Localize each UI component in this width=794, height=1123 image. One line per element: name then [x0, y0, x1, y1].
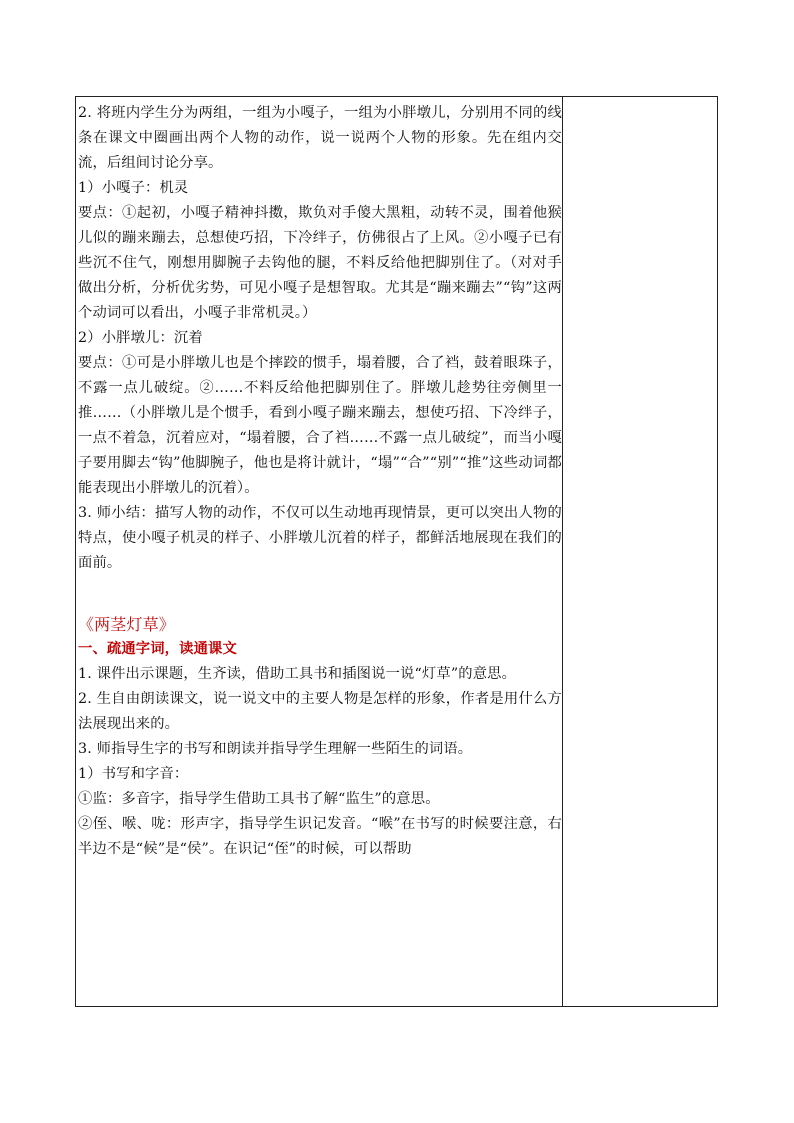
paragraph: 要点：①起初，小嘎子精神抖擞，欺负对手傻大黑粗，动转不灵，围着他猴儿似的蹦来蹦去，总想使巧招，下冷绊子，仿佛很占了上风。②小嘎子已有些沉不住气，刚想用脚腕子去钩他的腿，不料反给他把脚别住了。（对对手做出分析，分析优劣势，可见小嘎子是想智取。尤其是“蹦来蹦去”“钩”这两个动词可以看出，小嘎子非常机灵。）	[78, 205, 562, 321]
lesson-table	[75, 96, 718, 1007]
paragraph: 3. 师指导生字的书写和朗读并指导学生理解一些陌生的词语。	[78, 741, 473, 757]
paragraph: 要点：①可是小胖墩儿也是个摔跤的惯手，塌着腰，合了裆，鼓着眼珠子，不露一点儿破绽。②……不料反给他把脚别住了。胖墩儿趁势往旁侧里一推……（小胖墩儿是个惯手，看到小嘎子蹦来蹦去，想使巧招、下冷绊子，一点不着急，沉着应对，“塌着腰，合了裆……不露一点儿破绽”，而当小嘎子要用脚去“钩”他脚腕子，他也是将计就计，“塌”“合”“别”“推”这些动词都能表现出小胖墩儿的沉着）。	[78, 355, 562, 496]
paragraph: 2）小胖墩儿：沉着	[78, 330, 203, 346]
paragraph: 2. 将班内学生分为两组，一组为小嘎子，一组为小胖墩儿，分别用不同的线条在课文中圈画出两个人物的动作，说一说两个人物的形象。先在组内交流，后组间讨论分享。	[78, 105, 562, 171]
paragraph: 2. 生自由朗读课文，说一说文中的主要人物是怎样的形象，作者是用什么方法展现出来的。	[78, 691, 562, 732]
paragraph: 1）书写和字音：	[78, 766, 189, 782]
spacer	[78, 576, 562, 612]
lesson-title: 《两茎灯草》	[78, 615, 175, 634]
content-cell	[78, 101, 562, 862]
column-divider	[562, 97, 563, 1006]
paragraph: 3. 师小结：描写人物的动作，不仅可以生动地再现情景，更可以突出人物的特点，使小嘎子机灵的样子、小胖墩儿沉着的样子，都鲜活地展现在我们的面前。	[78, 505, 562, 571]
paragraph: 1）小嘎子：机灵	[78, 180, 189, 196]
paragraph: ②侄、喉、咙：形声字，指导学生识记发音。“喉”在书写的时候要注意，右半边不是“候”是“侯”。在识记“侄”的时候，可以帮助	[78, 816, 562, 857]
paragraph: ①监：多音字，指导学生借助工具书了解“监生”的意思。	[78, 791, 440, 807]
section-heading: 一、疏通字词，读通课文	[78, 641, 237, 657]
paragraph: 1. 课件出示课题，生齐读，借助工具书和插图说一说“灯草”的意思。	[78, 666, 517, 682]
